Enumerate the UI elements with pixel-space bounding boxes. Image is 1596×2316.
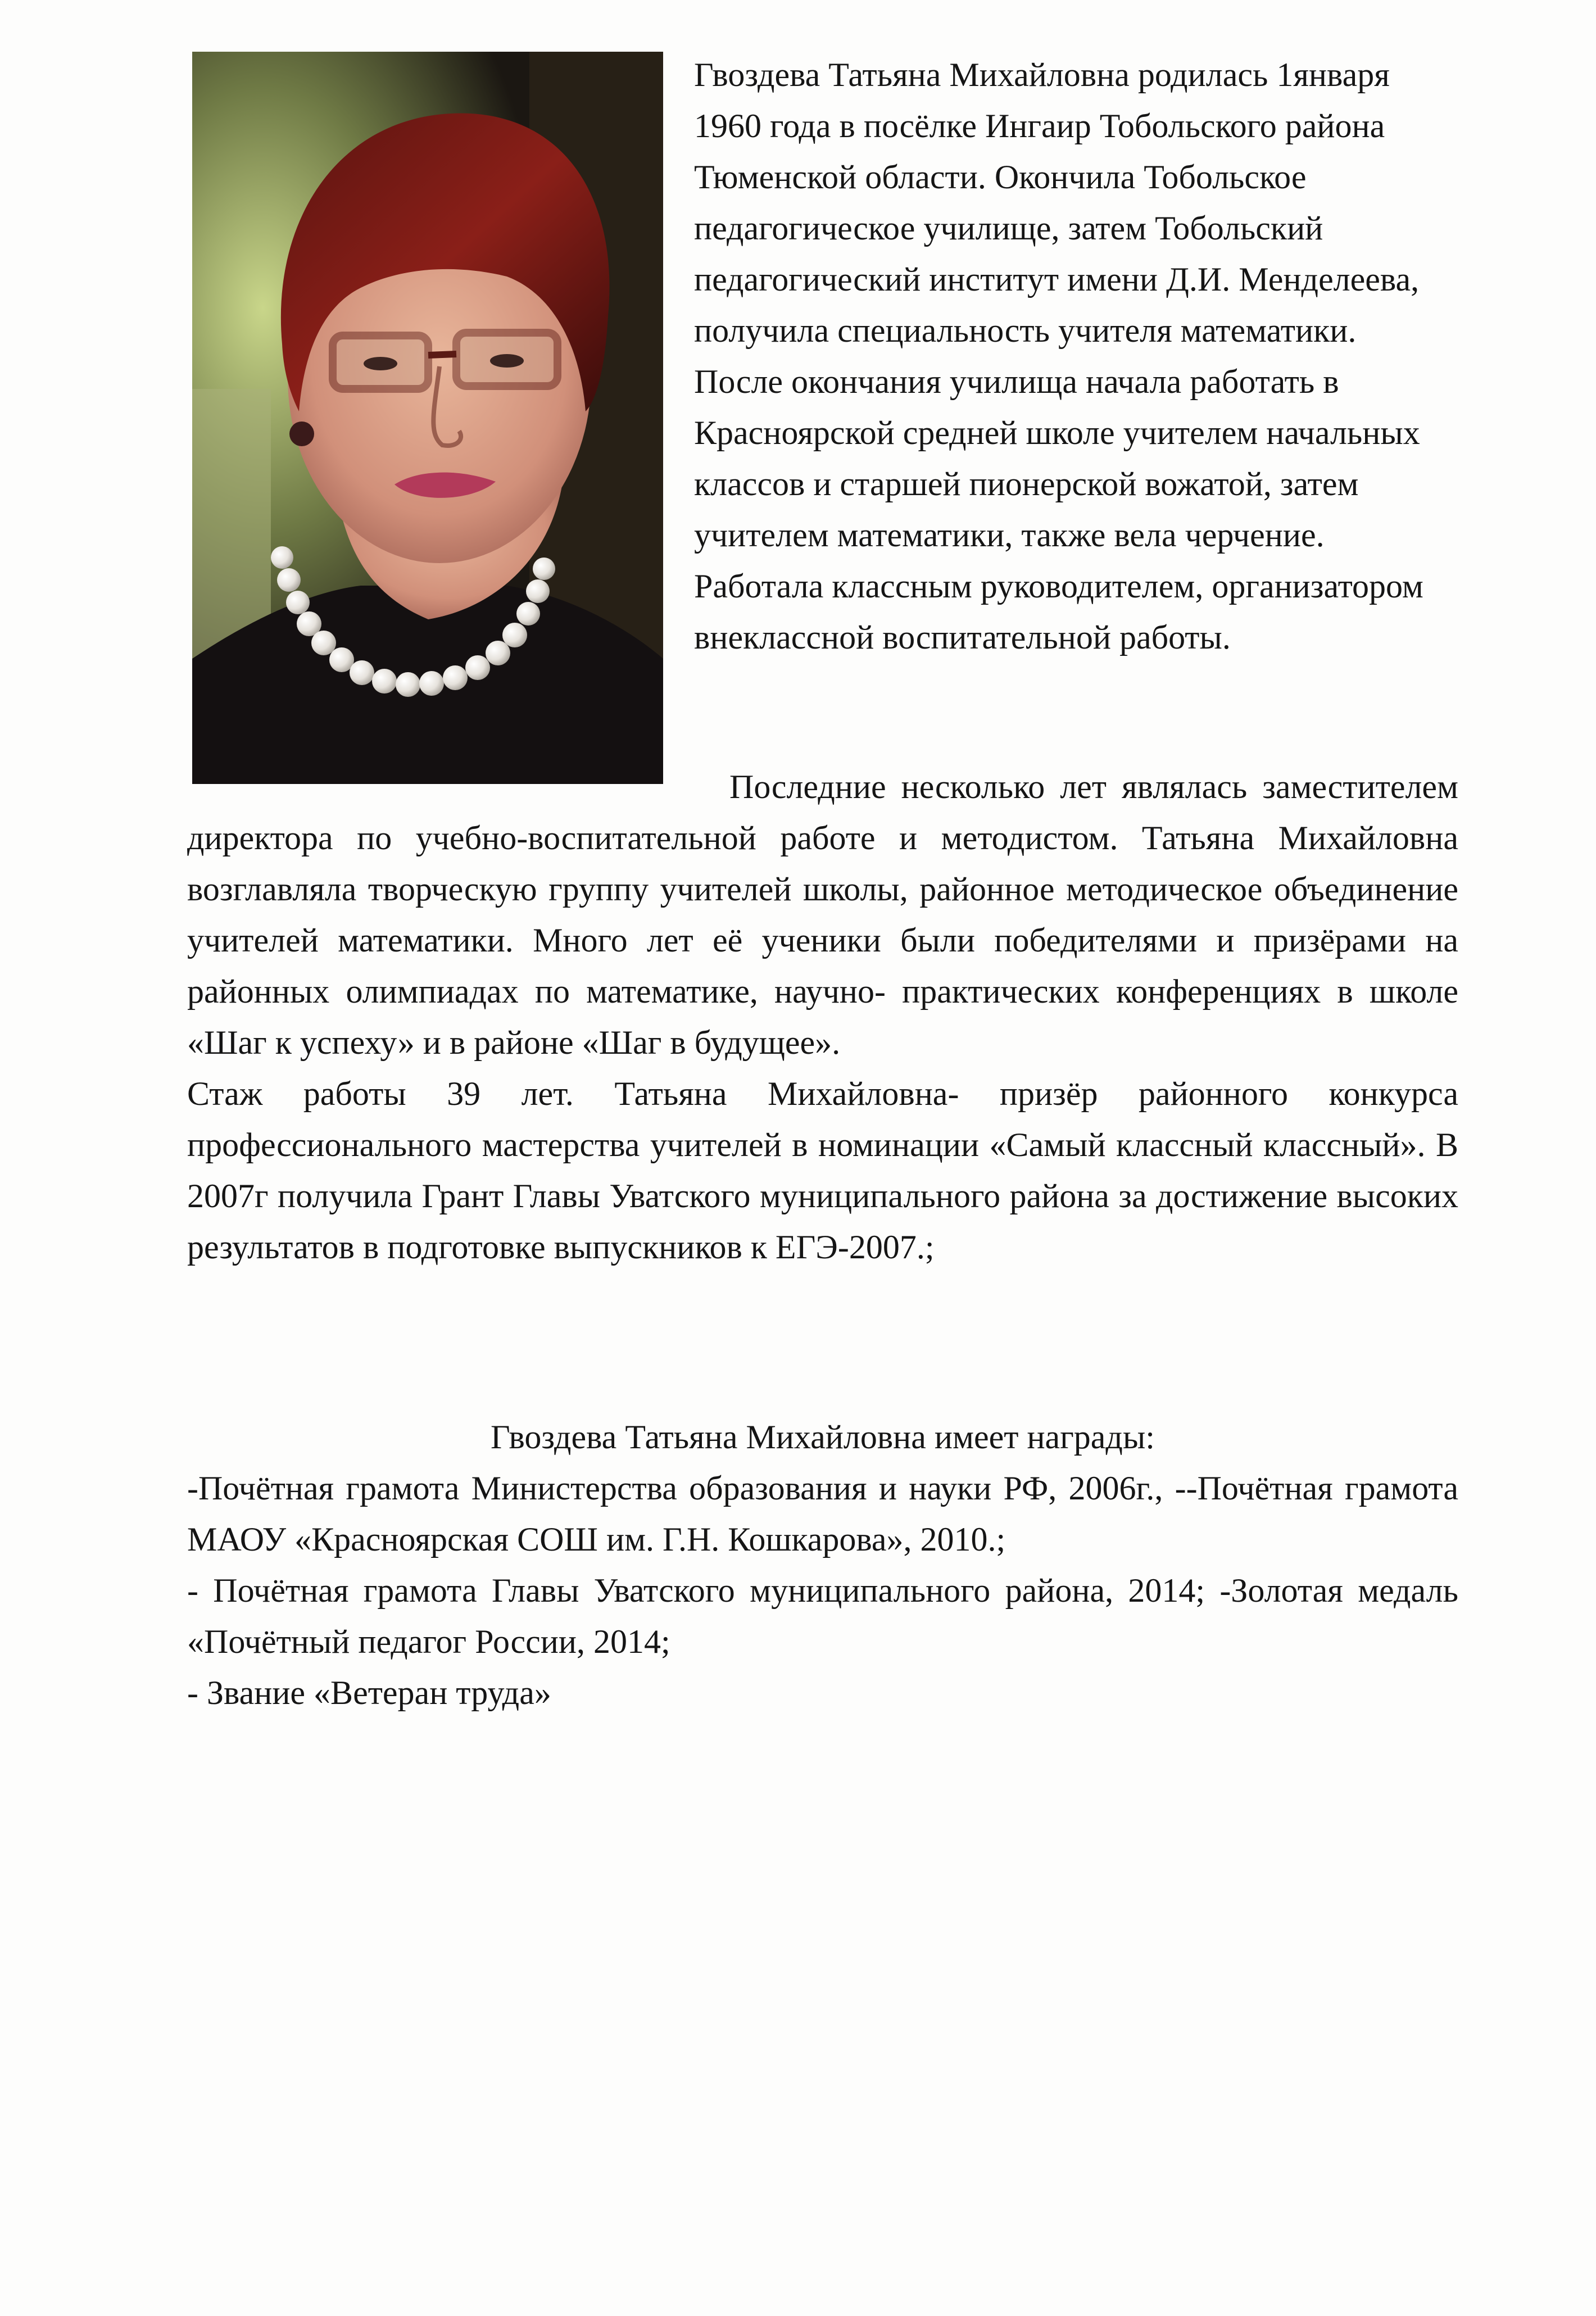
award-item: - Почётная грамота Главы Уватского муниципального района, 2014; -Золотая медаль «Почётный педагог России, 2014; [187,1572,1458,1660]
portrait-illustration [192,52,663,784]
awards-heading: Гвоздева Татьяна Михайловна имеет награды: [491,1418,1155,1456]
awards-section [187,1412,1458,1719]
intro-paragraph: Гвоздева Татьяна Михайловна родилась 1января 1960 года в посёлке Ингаир Тобольского района Тюменской области. Окончила Тобольское педагогическое училище, затем Тобольский педагогический институт имени Д.И. Менделеева, получила специальность учителя математики. После окончания училища начала работать в Красноярской средней школе учителем начальных классов и старшей пионерской вожатой, затем учителем математики, также вела черчение. Работала классным руководителем, организатором внеклассной воспитательной работы. [694,56,1423,656]
biography-body [187,762,1458,1273]
paragraph-career: Последние несколько лет являлась заместителем директора по учебно-воспитательной работе и методистом. Татьяна Михайловна возглавляла творческую группу учителей школы, районное методическое объединение учителей математики. Много лет её ученики были победителями и призёрами на районных олимпиадах по математике, научно- практических конференциях в школе «Шаг к успеху» и в районе «Шаг в будущее». [187,768,1458,1061]
paragraph-experience: Стаж работы 39 лет. Татьяна Михайловна- призёр районного конкурса профессионального мастерства учителей в номинации «Самый классный классный». В 2007г получила Грант Главы Уватского муниципального района за достижение высоких результатов в подготовке выпускников к ЕГЭ-2007.; [187,1075,1458,1266]
portrait-photo [192,52,663,784]
award-item: - Звание «Ветеран труда» [187,1674,551,1711]
award-item: -Почётная грамота Министерства образования и науки РФ, 2006г., --Почётная грамота МАОУ «Красноярская СОШ им. Г.Н. Кошкарова», 2010.; [187,1470,1458,1558]
